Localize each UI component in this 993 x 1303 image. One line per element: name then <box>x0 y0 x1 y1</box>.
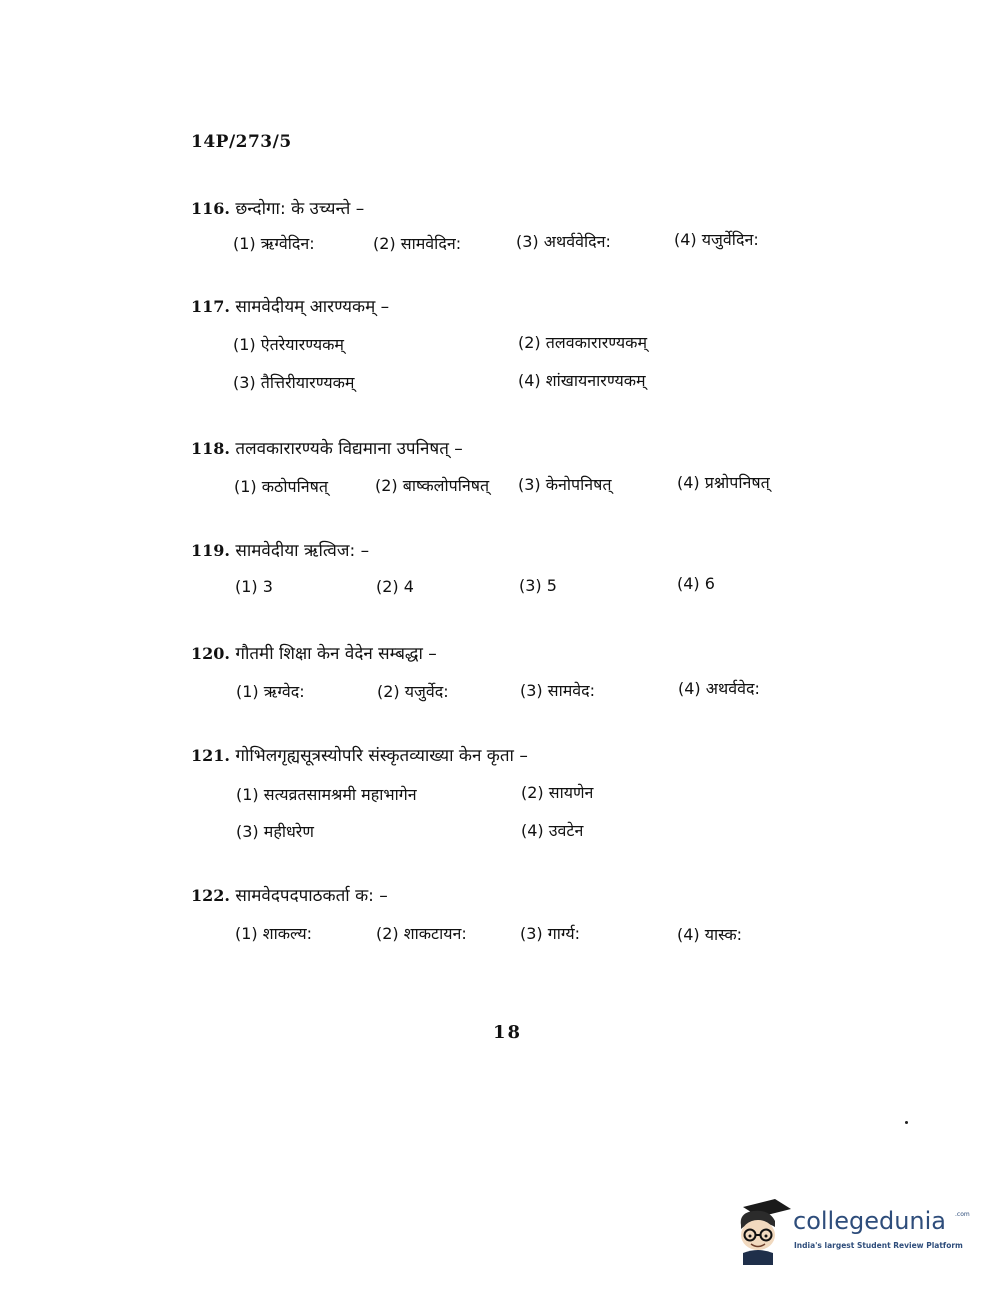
option-118-4: (4) प्रश्नोपनिषत् <box>677 473 770 492</box>
option-116-1: (1) ऋग्वेदिन: <box>233 234 315 253</box>
stray-dot <box>905 1121 908 1124</box>
option-122-4: (4) यास्क: <box>677 925 743 944</box>
option-119-4: (4) 6 <box>677 574 715 593</box>
option-121-1: (1) सत्यव्रतसामश्रमी महाभागेन <box>236 785 417 804</box>
question-number: 117. <box>191 297 230 316</box>
option-117-2: (2) तलवकारारण्यकम् <box>518 333 648 352</box>
option-118-1: (1) कठोपनिषत् <box>234 477 328 496</box>
option-117-3: (3) तैत्तिरीयारण्यकम् <box>233 373 355 392</box>
question-number: 119. <box>191 541 230 560</box>
question-number: 121. <box>191 746 230 765</box>
option-119-1: (1) 3 <box>235 577 273 596</box>
option-122-3: (3) गार्ग्य: <box>520 924 581 943</box>
option-119-3: (3) 5 <box>519 576 557 595</box>
option-121-2: (2) सायणेन <box>521 783 594 802</box>
option-117-4: (4) शांखायनारण्यकम् <box>518 371 646 390</box>
page-number: 18 <box>493 1022 523 1043</box>
question-121 <box>191 743 528 766</box>
option-116-2: (2) सामवेदिन: <box>373 234 462 253</box>
question-text: सामवेदीया ऋत्विज: – <box>235 541 370 561</box>
question-119 <box>191 538 369 561</box>
option-118-2: (2) बाष्कलोपनिषत् <box>375 476 490 495</box>
option-122-2: (2) शाकटायन: <box>376 924 467 943</box>
option-121-3: (3) महीधरेण <box>236 822 314 841</box>
option-120-4: (4) अथर्ववेद: <box>678 679 760 698</box>
option-122-1: (1) शाकल्य: <box>235 924 313 943</box>
option-117-1: (1) ऐतरेयारण्यकम् <box>233 335 344 354</box>
option-120-1: (1) ऋग्वेद: <box>236 682 305 701</box>
option-118-3: (3) केनोपनिषत् <box>518 475 612 494</box>
question-number: 116. <box>191 199 230 218</box>
question-text: गोभिलगृह्यसूत्रस्योपरि संस्कृतव्याख्या केन कृता – <box>235 746 528 766</box>
option-120-3: (3) सामवेद: <box>520 681 596 700</box>
mascot-icon <box>735 1195 793 1265</box>
question-text: गौतमी शिक्षा केन वेदेन सम्बद्धा – <box>235 644 437 664</box>
question-number: 118. <box>191 439 230 458</box>
option-121-4: (4) उवटेन <box>521 821 584 840</box>
question-number: 120. <box>191 644 230 663</box>
option-116-4: (4) यजुर्वेदिन: <box>674 230 759 249</box>
question-text: सामवेदीयम् आरण्यकम् – <box>235 297 390 317</box>
exam-code: 14P/273/5 <box>191 132 292 152</box>
question-122 <box>191 883 388 906</box>
option-120-2: (2) यजुर्वेद: <box>377 682 449 701</box>
logo-wordmark: collegedunia <box>793 1207 947 1235</box>
question-116 <box>191 196 364 219</box>
question-text: सामवेदपदपाठकर्ता क: – <box>235 886 388 906</box>
option-116-3: (3) अथर्ववेदिन: <box>516 232 611 251</box>
question-text: तलवकारारण्यके विद्यमाना उपनिषत् – <box>235 439 463 459</box>
question-text: छन्दोगा: के उच्यन्ते – <box>235 199 365 219</box>
question-number: 122. <box>191 886 230 905</box>
question-117 <box>191 294 389 317</box>
collegedunia-logo <box>735 1195 970 1265</box>
question-118 <box>191 436 463 459</box>
option-119-2: (2) 4 <box>376 577 414 596</box>
question-120 <box>191 641 437 664</box>
logo-tld: .com <box>955 1211 970 1218</box>
logo-tagline: India's largest Student Review Platform <box>794 1241 963 1250</box>
